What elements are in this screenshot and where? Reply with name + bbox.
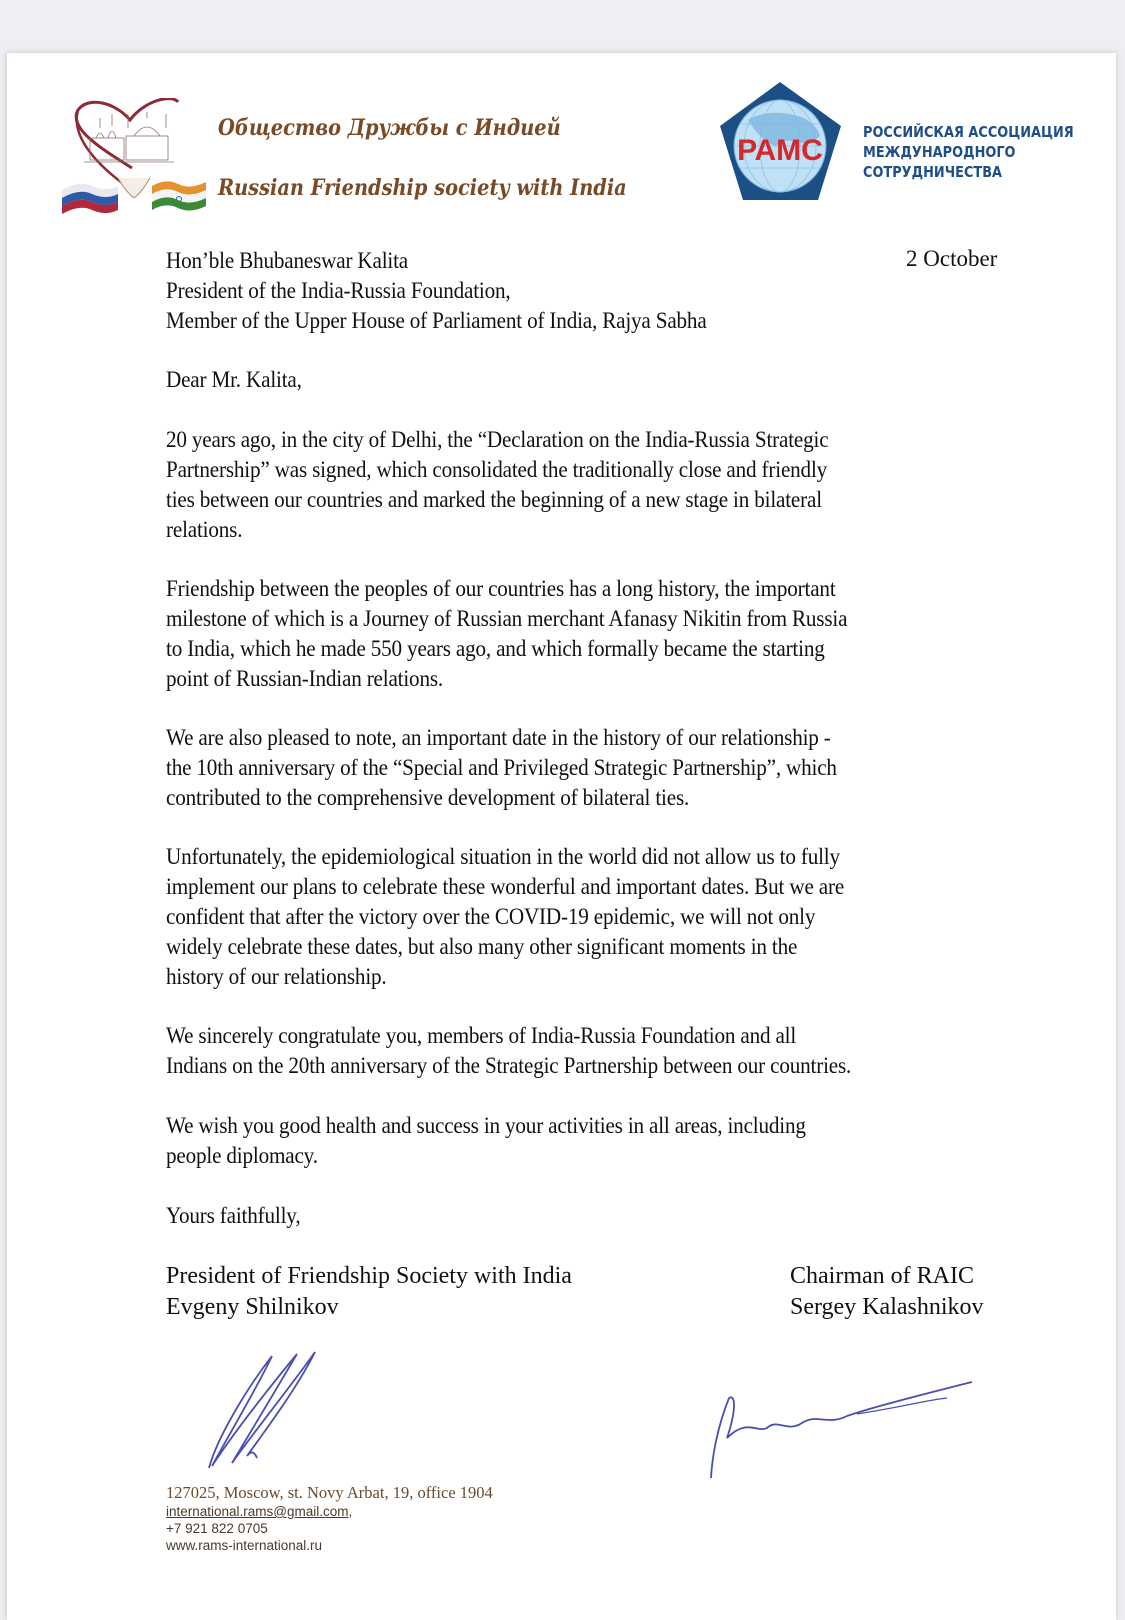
rams-name-line: СОТРУДНИЧЕСТВА [863,163,1003,181]
email-link[interactable]: international.rams@gmail.com [166,1504,349,1519]
friendship-society-logo-icon [60,98,210,220]
letter-page [7,53,1116,1620]
paragraph-line: We sincerely congratulate you, members of India-Russia Foundation and all [166,1023,797,1048]
paragraph-line: relations. [166,517,243,542]
footer-contacts [166,1483,493,1554]
signatory-name: Sergey Kalashnikov [790,1294,984,1320]
paragraph-line: widely celebrate these dates, but also many other significant moments in the [166,934,798,959]
signatory-title: Chairman of RAIC [790,1263,974,1289]
recipient-block [166,246,707,336]
paragraph-line: confident that after the victory over the COVID-19 epidemic, we will not only [166,904,816,929]
paragraph-line: milestone of which is a Journey of Russian merchant Afanasy Nikitin from Russia [166,606,848,631]
paragraph [166,723,837,813]
paragraph-line: people diplomacy. [166,1143,318,1168]
paragraph [166,1021,851,1081]
rams-name-line: РОССИЙСКАЯ АССОЦИАЦИЯ [863,123,1074,141]
signatory-title: President of Friendship Society with India [166,1263,572,1289]
letter-date: 2 October [906,246,998,271]
paragraph-line: We wish you good health and success in your activities in all areas, including [166,1113,806,1138]
recipient-line: Member of the Upper House of Parliament of India, Rajya Sabha [166,308,707,333]
paragraph-line: Friendship between the peoples of our countries has a long history, the important [166,576,836,601]
footer-phone: +7 921 822 0705 [166,1521,268,1536]
rams-globe-logo-icon [718,80,843,202]
signature-right-icon [707,1378,987,1488]
signatory-name: Evgeny Shilnikov [166,1294,339,1320]
salutation: Dear Mr. Kalita, [166,367,302,392]
svg-text:РАМС: РАМС [737,134,823,167]
footer-email-line [166,1503,493,1520]
paragraph-line: Unfortunately, the epidemiological situation in the world did not allow us to fully [166,844,840,869]
website-link[interactable]: www.rams-international.ru [166,1538,323,1553]
paragraph-line: 20 years ago, in the city of Delhi, the “Declaration on the India-Russia Strategic [166,427,829,452]
recipient-line: Hon’ble Bhubaneswar Kalita [166,248,409,273]
email-suffix: , [348,1504,353,1519]
paragraph-line: Indians on the 20th anniversary of the Strategic Partnership between our countries. [166,1053,852,1078]
paragraph [166,1111,806,1171]
paragraph-line: the 10th anniversary of the “Special and Privileged Strategic Partnership”, which [166,755,837,780]
paragraph-line: ties between our countries and marked the beginning of a new stage in bilateral [166,487,822,512]
recipient-line: President of the India-Russia Foundation, [166,278,511,303]
paragraph-line: history of our relationship. [166,964,387,989]
signature-left-icon [197,1348,337,1478]
paragraph-line: implement our plans to celebrate these wonderful and important dates. But we are [166,874,845,899]
paragraph [166,574,847,694]
paragraph-line: Partnership” was signed, which consolidated the traditionally close and friendly [166,457,828,482]
closing: Yours faithfully, [166,1203,301,1228]
rams-name-line: МЕЖДУНАРОДНОГО [863,143,1016,161]
org-name-russian: Общество Дружбы с Индией [218,115,561,141]
footer-address: 127025, Moscow, st. Novy Arbat, 19, office 1904 [166,1483,493,1502]
paragraph [166,842,844,992]
paragraph [166,425,828,545]
paragraph-line: point of Russian-Indian relations. [166,666,444,691]
signatory-left [166,1261,572,1323]
signatory-right [790,1261,984,1323]
paragraph-line: contributed to the comprehensive development of bilateral ties. [166,785,690,810]
paragraph-line: We are also pleased to note, an important date in the history of our relationship - [166,725,831,750]
rams-org-name [863,122,1074,182]
paragraph-line: to India, which he made 550 years ago, and which formally became the starting [166,636,825,661]
org-name-english: Russian Friendship society with India [218,175,627,201]
